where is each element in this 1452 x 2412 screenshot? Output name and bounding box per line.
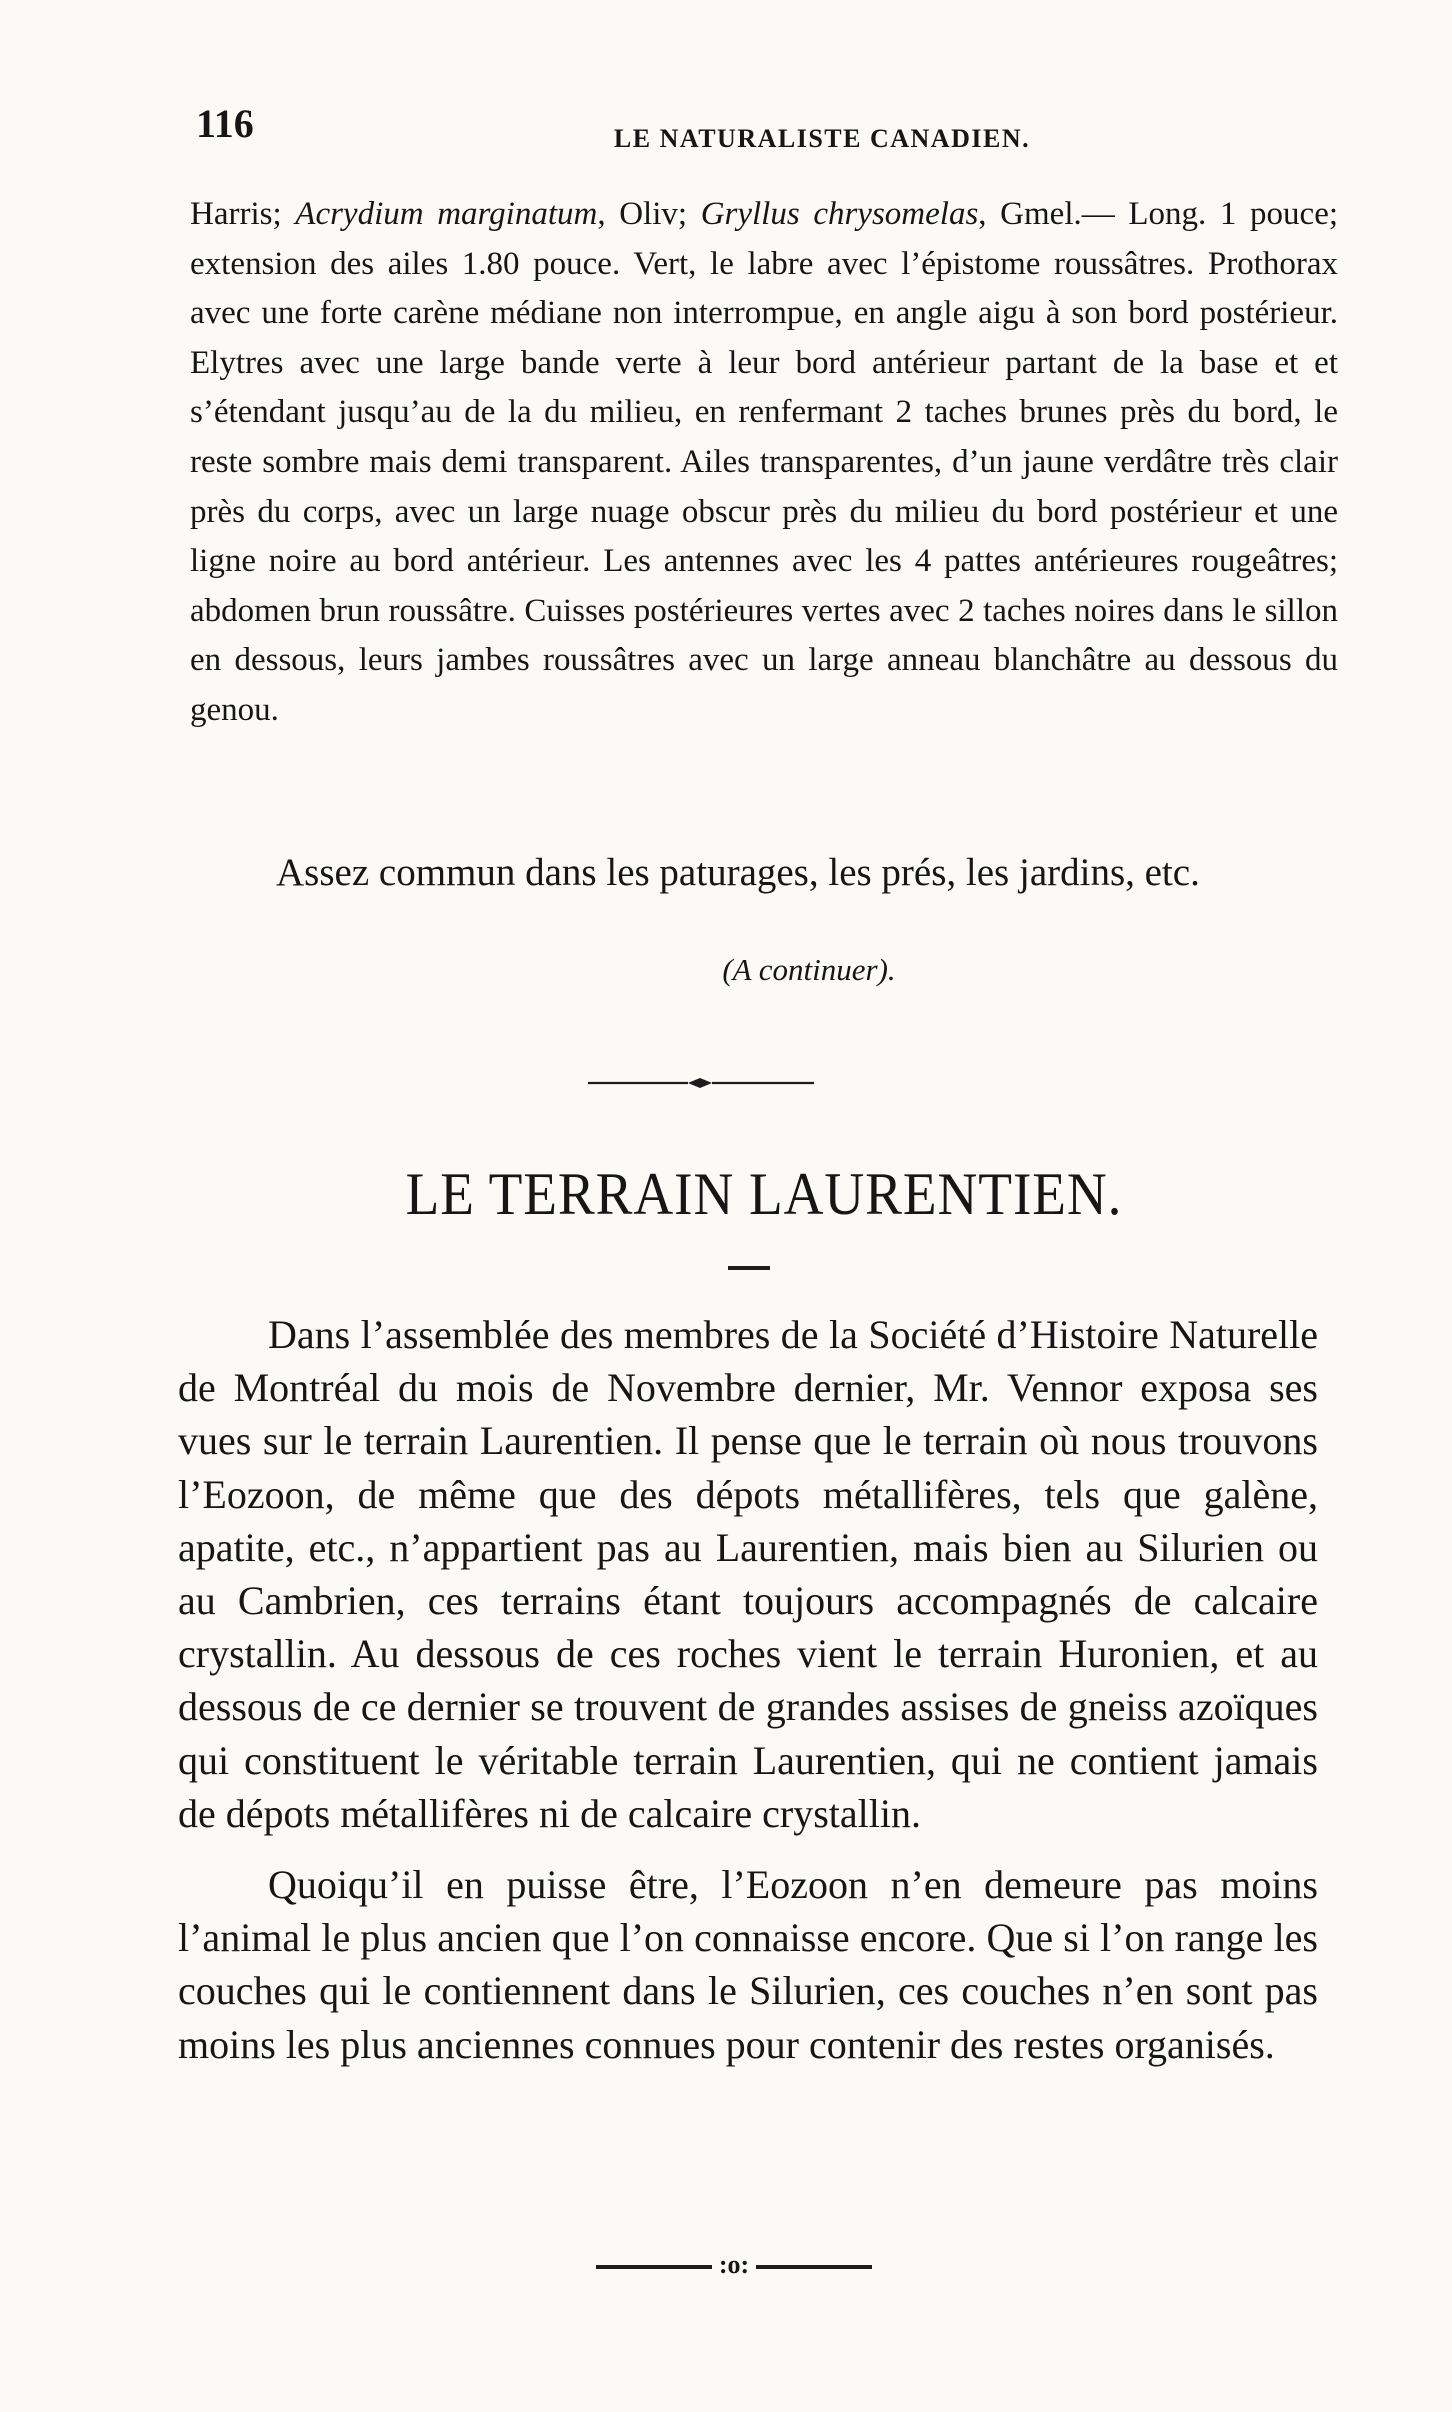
title-rule [728,1266,770,1270]
synonym-acrydium: Acrydium marginatum [295,196,598,232]
page-number: 116 [196,101,254,146]
end-mark-right-rule [756,2265,872,2269]
section-title: LE TERRAIN LAURENTIEN. [405,1161,1123,1227]
end-mark-symbol: :o: [718,2250,750,2279]
continuation-note: (A continuer). [722,952,896,987]
synonym-author-3: , Gmel.— [978,196,1115,232]
species-synonyms [190,190,1338,736]
end-mark [594,2252,874,2278]
description-body: Long. 1 pouce; extension des ailes 1.80 pouce. Vert, le labre avec l’épistome roussâtres. Prothorax avec une forte carène médiane non interrompue, en angle aigu à son bord postérieur. Elytres avec une large bande verte à leur bord antérieur partant de la base et et s’étendant jusqu’au de la du milieu, en renfermant 2 taches brunes près du bord, le reste sombre mais demi transparent. Ailes transparentes, d’un jaune verdâtre très clair près du corps, avec un large nuage obscur près du milieu du bord postérieur et une ligne noire au bord antérieur. Les antennes avec les 4 pattes antérieures rougeâtres; abdomen brun roussâtre. Cuisses postérieures vertes avec 2 taches noires dans le sillon en dessous, leurs jambes roussâtres avec un large anneau blanchâtre au dessous du genou. [190,196,1339,728]
end-mark-left-rule [596,2265,712,2269]
paragraph-1: Dans l’assemblée des membres de la Société d’Histoire Naturelle de Montréal du mois de Novembre dernier, Mr. Vennor exposa ses vues sur le terrain Laurentien. Il pense que le terrain où nous trouvons l’Eozoon, de même que des dépots métallifères, tels que galène, apatite, etc., n’appartient pas au Laurentien, mais bien au Silurien ou au Cambrien, ces terrains étant toujours accompagnés de calcaire crystallin. Au dessous de ces roches vient le terrain Huronien, et au dessous de ce dernier se trouvent de grandes assises de gneiss azoïques qui constituent le véritable terrain Laurentien, qui ne contient jamais de dépots métallifères ni de calcaire crystallin. [178,1312,1318,1836]
paragraph-2: Quoiqu’il en puisse être, l’Eozoon n’en demeure pas moins l’animal le plus ancien que l’on connaisse encore. Que si l’on range les couches qui le contiennent dans le Silurien, ces couches n’en sont pas moins les plus anciennes connues pour contenir des restes organisés. [178,1862,1318,2067]
section-divider-ornament [588,1076,814,1090]
synonym-author: Harris; [190,196,296,232]
article-body [178,1308,1318,2071]
running-title: LE NATURALISTE CANADIEN. [613,124,1031,153]
species-description [190,190,1338,736]
synonym-gryllus: Gryllus chrysomelas [700,196,979,232]
synonym-author-2: , Oliv; [597,196,701,232]
page-header [196,100,1338,160]
habitat-paragraph: Assez commun dans les paturages, les prés, les jardins, etc. [276,851,1200,894]
